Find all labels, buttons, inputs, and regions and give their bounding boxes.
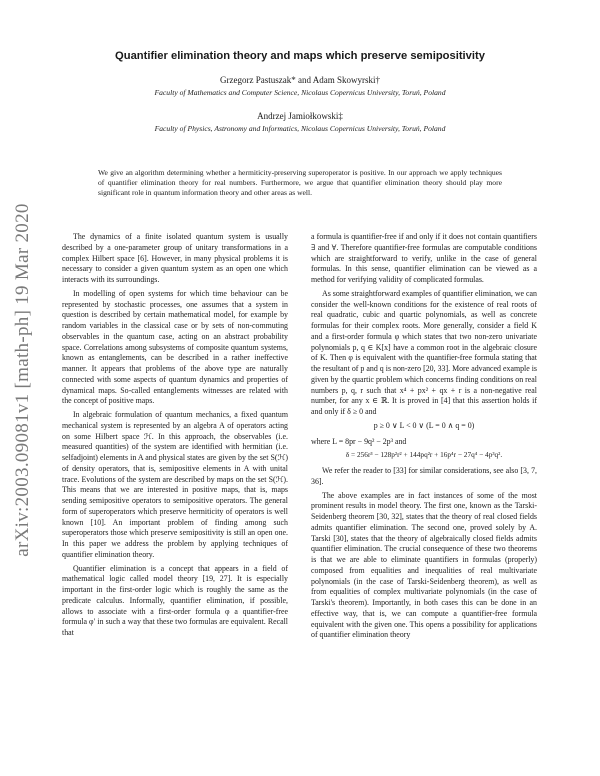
arxiv-stamp	[8, 170, 38, 590]
authors-line-2: Andrzej Jamiołkowski‡	[257, 111, 343, 121]
paragraph: a formula is quantifier-free if and only if it does not contain quantifiers ∃ and ∀. Therefore quantifier-free formulas are computable conditions which are straightforward to verify, unlike in the case of general formulas. In this sense, quantifier elimination can be viewed as a method for verifying validity of complicated formulas.	[311, 232, 537, 284]
paragraph: where L = 8pr − 9q² − 2p³ and	[311, 436, 407, 446]
affiliation-line-2: Faculty of Physics, Astronomy and Informatics, Nicolaus Copernicus University, Toruń, Poland	[154, 124, 446, 133]
paragraph: In modelling of open systems for which time behaviour can be represented by stochastic processes, one assumes that a system in question is described by certain mathematical model, for example by random variables in the classical case or by sets of non-commuting observables in the quantum case, acting on an abstract probability space. Correlations among subsystems of composite quantum systems, known as entanglements, can be described in a rather ineffective manner. It appears that problems of the above type are naturally connected with some aspects of quantum dynamics and properties of dynamical maps. So-called entanglements witnesses are related with the concept of positive maps.	[62, 288, 288, 406]
abstract: We give an algorithm determining whether a hermiticity-preserving superoperator is positive. In our approach we apply techniques of quantifier elimination theory for real numbers. Furthermore, we argue that quantifier elimination theory should play more significant role in quantum information theory and other areas as well.	[98, 168, 502, 198]
paragraph: We refer the reader to [33] for similar considerations, see also [3, 7, 36].	[311, 466, 537, 486]
paragraph: The above examples are in fact instances of some of the most prominent results in model theory. The first one, known as the Tarski-Seidenberg theorem [30, 32], states that the theory of real closed fields admits quantifier elimination. The second one, proved solely by A. Tarski [30], states that the theory of algebraically closed fields admits quantifier elimination. The crucial consequence of these two theorems is that we are able to eliminate quantifiers in formulas (properly) composed from equalities and inequalities of real multivariate polynomials (in the case of Tarski-Seidenberg theorem), as well as from equalities of complex multivariate polynomials (in the case of Tarski's theorem). Importantly, in both cases this can be done in an effective way, that is, we can compute a quantifier-free formula equivalent with the given one. This opens a possibility for applications of quantifier elimination theory	[311, 490, 537, 640]
left-column	[62, 232, 288, 642]
paragraph: As some straightforward examples of quantifier elimination, we can consider the well-known conditions for the existence of real roots of real quadratic, cubic and quartic polynomials, as well as concrete formulas for their complex roots. More generally, consider a field K and a first-order formula φ which states that two non-zero univariate polynomials p, q ∈ K[x] have a common root in the algebraic closure of K. Then φ is equivalent with the quantifier-free formula stating that the resultant of p and q is non-zero [20, 33]. More advanced example is given by the quartic problem which concerns finding conditions on real numbers p, q, r such that x⁴ + px² + qx + r is a non-negative real number, for any x ∈ ℝ. It is proved in [4] that this assertion holds if and only if δ ≥ 0 and	[311, 288, 537, 416]
affiliation-line-1: Faculty of Mathematics and Computer Science, Nicolaus Copernicus University, Toruń, Poland	[154, 88, 446, 97]
paper-title: Quantifier elimination theory and maps which preserve semipositivity	[115, 50, 485, 62]
paragraph: Quantifier elimination is a concept that appears in a field of mathematical logic called model theory [19, 27]. It is especially important in the first-order logic which is roughly the same as the predicate calculus. Informally, quantifier elimination, if possible, allows to associate with a first-order formula φ a quantifier-free formula φ′ in such a way that these two formulas are equivalent. Recall that	[62, 563, 288, 637]
arxiv-stamp-text: arXiv:2003.09081v1 [math-ph] 19 Mar 2020	[12, 203, 33, 557]
paragraph: In algebraic formulation of quantum mechanics, a fixed quantum mechanical system is represented by an algebra A of operators acting on some Hilbert space ℋ. In this approach, the observables (i.e. measured quantities) of the system are identified with hermitian (i.e. selfadjoint) elements in A and physical states are given by the set S(ℋ) of density operators, that is, semipositive elements in A with unital trace. Evolutions of the system are described by maps on the set S(ℋ). This means that we are interested in positive maps, that is, maps sending semipositive operators to semipositive operators. The general form of superoperators which preserve hermiticity of operators is well known [10]. An important problem of finding among such superoperators those which preserve semipositivity is still an open one. In this paper we address the problem by applying techniques of quantifier elimination theory.	[62, 410, 288, 559]
equation-2: δ = 256r³ − 128p²r² + 144pq²r + 16p⁴r − 27q⁴ − 4p³q².	[345, 450, 503, 460]
authors-line-1: Grzegorz Pastuszak* and Adam Skowyrski†	[220, 75, 380, 85]
paragraph: The dynamics of a finite isolated quantum system is usually described by a one-parameter group of unitary transformations in a complex Hilbert space [6]. However, in many physical problems it is necessary to consider a given quantum system as an open one which interacts with its surroundings.	[62, 232, 288, 284]
equation-1: p ≥ 0 ∨ L < 0 ∨ (L = 0 ∧ q = 0)	[373, 420, 475, 430]
right-column	[311, 232, 537, 644]
